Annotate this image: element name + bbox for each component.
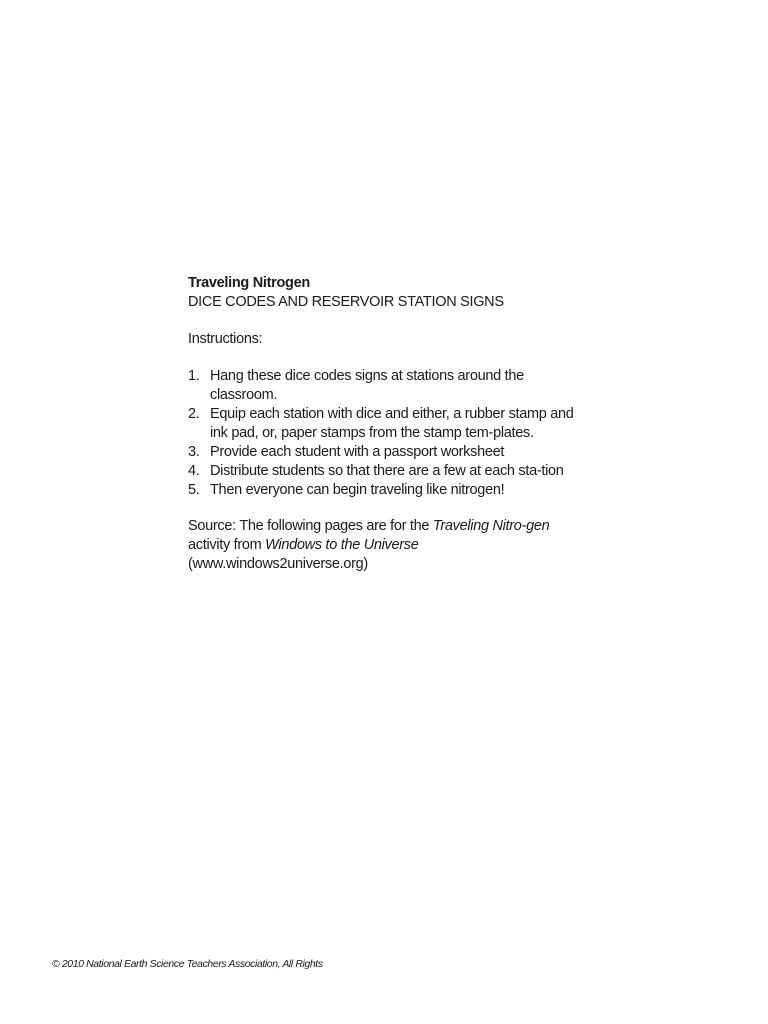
source-middle: activity from (188, 537, 266, 553)
list-item (188, 367, 588, 405)
activity-name: Traveling Nitro-gen (432, 518, 550, 534)
document-subtitle: DICE CODES AND RESERVOIR STATION SIGNS (188, 294, 504, 310)
list-item (188, 405, 588, 443)
list-item-text: Then everyone can begin traveling like nitrogen! (210, 482, 505, 498)
list-item (188, 462, 588, 481)
source-prefix: Source: The following pages are for the (188, 518, 433, 534)
source-url: (www.windows2universe.org) (188, 556, 368, 572)
list-item-number: 5. (188, 482, 200, 498)
source-paragraph (188, 517, 588, 574)
copyright-footer: © 2010 National Earth Science Teachers Association, All Rights (52, 958, 323, 970)
list-item-number: 3. (188, 444, 200, 460)
document-title: Traveling Nitrogen (188, 275, 310, 291)
list-item-text: Equip each station with dice and either, a rubber stamp and ink pad, or, paper stamps from the stamp tem-plates. (210, 406, 574, 441)
document-body (188, 274, 588, 574)
list-item-text: Distribute students so that there are a few at each sta-tion (210, 463, 564, 479)
instructions-label: Instructions: (188, 331, 263, 347)
list-item-text: Hang these dice codes signs at stations around the classroom. (210, 368, 524, 403)
list-item-number: 1. (188, 368, 200, 384)
list-item-number: 4. (188, 463, 200, 479)
list-item-text: Provide each student with a passport worksheet (210, 444, 505, 460)
instructions-list (188, 367, 588, 500)
site-name: Windows to the Universe (265, 537, 419, 553)
list-item (188, 481, 588, 500)
list-item-number: 2. (188, 406, 200, 422)
list-item (188, 443, 588, 462)
